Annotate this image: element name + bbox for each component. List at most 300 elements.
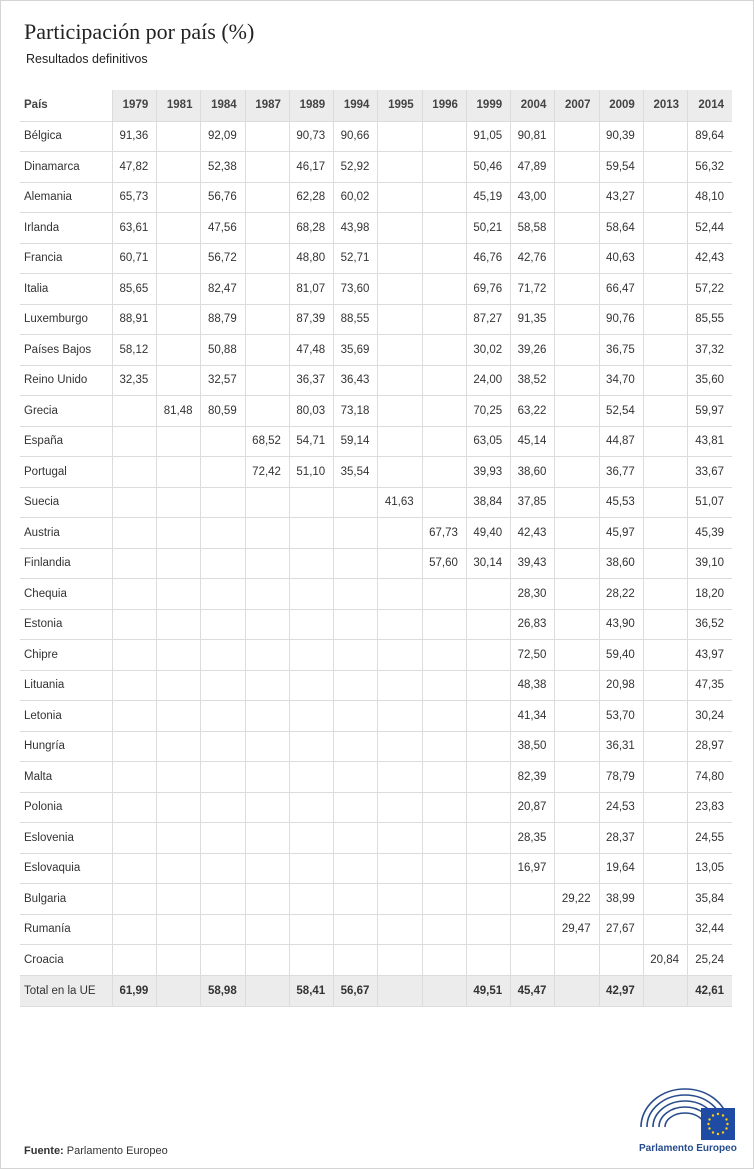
turnout-cell bbox=[334, 731, 378, 762]
turnout-cell bbox=[378, 945, 422, 976]
turnout-cell: 51,10 bbox=[289, 457, 333, 488]
country-cell: Chequia bbox=[20, 579, 113, 610]
turnout-cell bbox=[201, 762, 245, 793]
turnout-cell bbox=[422, 914, 466, 945]
turnout-cell bbox=[422, 365, 466, 396]
turnout-cell bbox=[422, 731, 466, 762]
turnout-cell: 39,43 bbox=[511, 548, 555, 579]
turnout-cell: 52,44 bbox=[688, 213, 732, 244]
turnout-cell bbox=[157, 213, 201, 244]
turnout-cell: 66,47 bbox=[599, 274, 643, 305]
turnout-cell: 39,26 bbox=[511, 335, 555, 366]
turnout-cell: 35,69 bbox=[334, 335, 378, 366]
turnout-cell bbox=[378, 701, 422, 732]
turnout-cell bbox=[643, 274, 687, 305]
turnout-cell: 41,63 bbox=[378, 487, 422, 518]
turnout-cell: 24,55 bbox=[688, 823, 732, 854]
turnout-cell bbox=[289, 548, 333, 579]
turnout-cell bbox=[643, 884, 687, 915]
turnout-cell bbox=[157, 792, 201, 823]
turnout-cell bbox=[555, 304, 599, 335]
table-header-row bbox=[20, 90, 732, 121]
table-body bbox=[20, 121, 732, 1006]
turnout-cell: 72,50 bbox=[511, 640, 555, 671]
turnout-cell: 41,34 bbox=[511, 701, 555, 732]
turnout-cell: 91,35 bbox=[511, 304, 555, 335]
turnout-cell bbox=[422, 182, 466, 213]
turnout-cell bbox=[245, 640, 289, 671]
total-cell bbox=[422, 975, 466, 1006]
turnout-cell bbox=[245, 762, 289, 793]
turnout-cell: 45,19 bbox=[466, 182, 510, 213]
turnout-cell bbox=[643, 701, 687, 732]
total-cell: 49,51 bbox=[466, 975, 510, 1006]
turnout-cell bbox=[157, 823, 201, 854]
turnout-cell bbox=[555, 121, 599, 152]
turnout-cell: 58,64 bbox=[599, 213, 643, 244]
table-row bbox=[20, 518, 732, 549]
turnout-cell bbox=[113, 823, 157, 854]
turnout-cell bbox=[378, 823, 422, 854]
turnout-cell bbox=[466, 579, 510, 610]
turnout-cell: 50,88 bbox=[201, 335, 245, 366]
turnout-cell: 47,48 bbox=[289, 335, 333, 366]
country-cell: Dinamarca bbox=[20, 152, 113, 183]
turnout-cell: 81,07 bbox=[289, 274, 333, 305]
turnout-cell bbox=[157, 762, 201, 793]
turnout-cell: 91,36 bbox=[113, 121, 157, 152]
turnout-cell: 46,17 bbox=[289, 152, 333, 183]
year-column-header: 1996 bbox=[422, 90, 466, 121]
turnout-cell bbox=[157, 640, 201, 671]
turnout-cell bbox=[643, 914, 687, 945]
turnout-cell: 63,22 bbox=[511, 396, 555, 427]
total-cell bbox=[157, 975, 201, 1006]
country-cell: Austria bbox=[20, 518, 113, 549]
turnout-cell: 58,12 bbox=[113, 335, 157, 366]
turnout-cell bbox=[245, 121, 289, 152]
turnout-cell: 72,42 bbox=[245, 457, 289, 488]
table-row bbox=[20, 640, 732, 671]
turnout-cell: 45,14 bbox=[511, 426, 555, 457]
turnout-cell: 51,07 bbox=[688, 487, 732, 518]
turnout-cell bbox=[466, 731, 510, 762]
turnout-cell bbox=[201, 945, 245, 976]
turnout-cell: 42,43 bbox=[511, 518, 555, 549]
turnout-cell bbox=[643, 426, 687, 457]
source-label: Fuente: bbox=[24, 1145, 64, 1157]
turnout-cell: 60,02 bbox=[334, 182, 378, 213]
turnout-cell bbox=[422, 396, 466, 427]
total-row bbox=[20, 975, 732, 1006]
turnout-cell bbox=[466, 823, 510, 854]
turnout-cell bbox=[422, 304, 466, 335]
table-row bbox=[20, 182, 732, 213]
total-cell bbox=[245, 975, 289, 1006]
turnout-cell bbox=[334, 823, 378, 854]
turnout-cell bbox=[643, 731, 687, 762]
turnout-cell bbox=[555, 243, 599, 274]
turnout-cell: 47,56 bbox=[201, 213, 245, 244]
turnout-cell bbox=[643, 457, 687, 488]
turnout-cell bbox=[334, 579, 378, 610]
turnout-cell bbox=[555, 457, 599, 488]
turnout-cell bbox=[334, 640, 378, 671]
turnout-cell: 32,35 bbox=[113, 365, 157, 396]
country-cell: Estonia bbox=[20, 609, 113, 640]
turnout-cell: 59,97 bbox=[688, 396, 732, 427]
turnout-cell bbox=[555, 274, 599, 305]
turnout-cell bbox=[555, 853, 599, 884]
turnout-cell: 65,73 bbox=[113, 182, 157, 213]
turnout-cell bbox=[643, 579, 687, 610]
turnout-cell: 48,38 bbox=[511, 670, 555, 701]
turnout-cell bbox=[555, 213, 599, 244]
turnout-cell bbox=[334, 670, 378, 701]
turnout-cell: 63,05 bbox=[466, 426, 510, 457]
country-cell: Grecia bbox=[20, 396, 113, 427]
turnout-cell bbox=[113, 914, 157, 945]
turnout-cell: 20,98 bbox=[599, 670, 643, 701]
country-cell: Lituania bbox=[20, 670, 113, 701]
turnout-cell: 32,44 bbox=[688, 914, 732, 945]
country-cell: Letonia bbox=[20, 701, 113, 732]
turnout-cell bbox=[201, 914, 245, 945]
turnout-cell bbox=[378, 853, 422, 884]
turnout-cell bbox=[555, 701, 599, 732]
turnout-cell: 90,76 bbox=[599, 304, 643, 335]
turnout-cell bbox=[643, 670, 687, 701]
turnout-cell: 90,66 bbox=[334, 121, 378, 152]
turnout-cell: 56,32 bbox=[688, 152, 732, 183]
turnout-cell bbox=[378, 609, 422, 640]
table-row bbox=[20, 823, 732, 854]
turnout-cell bbox=[466, 640, 510, 671]
turnout-cell bbox=[245, 945, 289, 976]
country-cell: Polonia bbox=[20, 792, 113, 823]
turnout-cell: 88,79 bbox=[201, 304, 245, 335]
turnout-cell: 90,81 bbox=[511, 121, 555, 152]
turnout-cell bbox=[378, 182, 422, 213]
turnout-cell bbox=[422, 609, 466, 640]
turnout-cell: 59,54 bbox=[599, 152, 643, 183]
table-row bbox=[20, 701, 732, 732]
turnout-cell: 63,61 bbox=[113, 213, 157, 244]
table-row bbox=[20, 396, 732, 427]
turnout-cell: 56,76 bbox=[201, 182, 245, 213]
turnout-cell bbox=[378, 274, 422, 305]
turnout-cell: 27,67 bbox=[599, 914, 643, 945]
country-cell: Hungría bbox=[20, 731, 113, 762]
turnout-cell bbox=[245, 853, 289, 884]
turnout-cell bbox=[157, 243, 201, 274]
turnout-cell bbox=[113, 609, 157, 640]
turnout-cell: 57,22 bbox=[688, 274, 732, 305]
turnout-cell: 43,27 bbox=[599, 182, 643, 213]
table-row bbox=[20, 304, 732, 335]
turnout-cell bbox=[555, 518, 599, 549]
turnout-cell: 70,25 bbox=[466, 396, 510, 427]
country-cell: Eslovaquia bbox=[20, 853, 113, 884]
turnout-cell bbox=[157, 945, 201, 976]
table-row bbox=[20, 487, 732, 518]
table-row bbox=[20, 426, 732, 457]
turnout-cell bbox=[113, 640, 157, 671]
table-row bbox=[20, 274, 732, 305]
turnout-cell bbox=[157, 914, 201, 945]
country-cell: Países Bajos bbox=[20, 335, 113, 366]
total-cell: 61,99 bbox=[113, 975, 157, 1006]
turnout-cell: 40,63 bbox=[599, 243, 643, 274]
turnout-cell bbox=[555, 640, 599, 671]
turnout-cell bbox=[245, 609, 289, 640]
turnout-cell: 38,60 bbox=[511, 457, 555, 488]
turnout-cell bbox=[511, 914, 555, 945]
turnout-cell: 88,55 bbox=[334, 304, 378, 335]
turnout-cell bbox=[201, 518, 245, 549]
turnout-cell bbox=[422, 823, 466, 854]
turnout-cell: 37,85 bbox=[511, 487, 555, 518]
turnout-cell: 59,14 bbox=[334, 426, 378, 457]
country-cell: Bulgaria bbox=[20, 884, 113, 915]
turnout-cell: 47,82 bbox=[113, 152, 157, 183]
country-cell: Irlanda bbox=[20, 213, 113, 244]
total-cell: 58,98 bbox=[201, 975, 245, 1006]
turnout-cell bbox=[289, 823, 333, 854]
turnout-cell bbox=[643, 518, 687, 549]
total-cell: 56,67 bbox=[334, 975, 378, 1006]
turnout-cell: 90,39 bbox=[599, 121, 643, 152]
turnout-cell bbox=[157, 152, 201, 183]
turnout-cell bbox=[378, 518, 422, 549]
turnout-cell bbox=[555, 396, 599, 427]
table-row bbox=[20, 609, 732, 640]
turnout-cell bbox=[113, 853, 157, 884]
turnout-cell bbox=[157, 579, 201, 610]
turnout-cell bbox=[555, 609, 599, 640]
turnout-cell: 36,31 bbox=[599, 731, 643, 762]
turnout-cell bbox=[378, 426, 422, 457]
turnout-cell bbox=[643, 609, 687, 640]
turnout-cell: 43,97 bbox=[688, 640, 732, 671]
turnout-cell bbox=[113, 487, 157, 518]
turnout-cell bbox=[466, 792, 510, 823]
turnout-cell bbox=[245, 396, 289, 427]
turnout-cell bbox=[289, 853, 333, 884]
turnout-cell bbox=[334, 884, 378, 915]
turnout-cell: 68,28 bbox=[289, 213, 333, 244]
turnout-cell: 52,92 bbox=[334, 152, 378, 183]
country-cell: Chipre bbox=[20, 640, 113, 671]
turnout-cell bbox=[555, 731, 599, 762]
turnout-cell bbox=[378, 457, 422, 488]
turnout-cell: 38,50 bbox=[511, 731, 555, 762]
turnout-cell bbox=[378, 670, 422, 701]
turnout-cell bbox=[201, 884, 245, 915]
year-column-header: 1999 bbox=[466, 90, 510, 121]
turnout-cell bbox=[555, 792, 599, 823]
turnout-cell bbox=[378, 396, 422, 427]
turnout-cell bbox=[378, 762, 422, 793]
turnout-cell bbox=[113, 457, 157, 488]
turnout-cell bbox=[378, 792, 422, 823]
turnout-cell bbox=[422, 243, 466, 274]
turnout-cell bbox=[245, 518, 289, 549]
turnout-cell bbox=[289, 792, 333, 823]
turnout-cell bbox=[245, 152, 289, 183]
turnout-cell: 57,60 bbox=[422, 548, 466, 579]
page-subtitle: Resultados definitivos bbox=[26, 52, 148, 66]
turnout-cell: 45,39 bbox=[688, 518, 732, 549]
turnout-cell bbox=[157, 670, 201, 701]
turnout-cell: 35,84 bbox=[688, 884, 732, 915]
turnout-cell bbox=[289, 701, 333, 732]
turnout-cell bbox=[422, 853, 466, 884]
turnout-cell: 59,40 bbox=[599, 640, 643, 671]
turnout-cell bbox=[378, 579, 422, 610]
country-cell: Luxemburgo bbox=[20, 304, 113, 335]
turnout-cell bbox=[113, 792, 157, 823]
turnout-cell: 90,73 bbox=[289, 121, 333, 152]
turnout-cell: 87,27 bbox=[466, 304, 510, 335]
year-column-header: 2007 bbox=[555, 90, 599, 121]
logo-wordmark: Parlamento Europeo bbox=[639, 1143, 737, 1154]
turnout-cell bbox=[245, 701, 289, 732]
turnout-cell: 50,21 bbox=[466, 213, 510, 244]
turnout-cell bbox=[289, 914, 333, 945]
turnout-cell bbox=[422, 457, 466, 488]
turnout-cell bbox=[245, 243, 289, 274]
turnout-cell: 28,35 bbox=[511, 823, 555, 854]
turnout-cell bbox=[113, 701, 157, 732]
turnout-cell: 35,54 bbox=[334, 457, 378, 488]
turnout-cell: 46,76 bbox=[466, 243, 510, 274]
turnout-cell bbox=[466, 945, 510, 976]
turnout-cell bbox=[643, 762, 687, 793]
turnout-cell: 24,00 bbox=[466, 365, 510, 396]
turnout-cell bbox=[201, 792, 245, 823]
turnout-cell: 34,70 bbox=[599, 365, 643, 396]
page-title: Participación por país (%) bbox=[24, 19, 255, 44]
turnout-cell: 91,05 bbox=[466, 121, 510, 152]
turnout-cell: 80,59 bbox=[201, 396, 245, 427]
turnout-cell bbox=[422, 487, 466, 518]
turnout-cell bbox=[113, 518, 157, 549]
table-row bbox=[20, 548, 732, 579]
turnout-cell: 52,54 bbox=[599, 396, 643, 427]
turnout-cell bbox=[643, 121, 687, 152]
turnout-cell bbox=[245, 274, 289, 305]
turnout-cell: 30,14 bbox=[466, 548, 510, 579]
turnout-cell: 43,98 bbox=[334, 213, 378, 244]
turnout-cell bbox=[245, 884, 289, 915]
turnout-cell bbox=[157, 335, 201, 366]
turnout-cell: 48,10 bbox=[688, 182, 732, 213]
turnout-cell bbox=[201, 457, 245, 488]
turnout-cell bbox=[555, 548, 599, 579]
turnout-cell: 37,32 bbox=[688, 335, 732, 366]
turnout-cell bbox=[511, 945, 555, 976]
total-cell bbox=[378, 975, 422, 1006]
year-column-header: 1984 bbox=[201, 90, 245, 121]
turnout-cell: 35,60 bbox=[688, 365, 732, 396]
country-cell: Reino Unido bbox=[20, 365, 113, 396]
turnout-cell bbox=[422, 701, 466, 732]
turnout-cell: 54,71 bbox=[289, 426, 333, 457]
turnout-cell bbox=[157, 121, 201, 152]
turnout-cell bbox=[113, 945, 157, 976]
table-row bbox=[20, 365, 732, 396]
turnout-cell: 71,72 bbox=[511, 274, 555, 305]
turnout-cell bbox=[422, 945, 466, 976]
turnout-cell: 39,10 bbox=[688, 548, 732, 579]
turnout-cell bbox=[422, 121, 466, 152]
turnout-cell: 60,71 bbox=[113, 243, 157, 274]
turnout-cell bbox=[113, 884, 157, 915]
turnout-cell: 82,47 bbox=[201, 274, 245, 305]
turnout-cell bbox=[334, 853, 378, 884]
total-cell: 45,47 bbox=[511, 975, 555, 1006]
year-column-header: 1979 bbox=[113, 90, 157, 121]
turnout-cell bbox=[201, 731, 245, 762]
turnout-cell: 38,99 bbox=[599, 884, 643, 915]
turnout-cell bbox=[157, 182, 201, 213]
turnout-cell: 73,18 bbox=[334, 396, 378, 427]
turnout-cell bbox=[422, 640, 466, 671]
turnout-cell: 28,30 bbox=[511, 579, 555, 610]
turnout-cell: 28,97 bbox=[688, 731, 732, 762]
turnout-cell bbox=[157, 426, 201, 457]
turnout-cell bbox=[643, 396, 687, 427]
turnout-cell: 42,43 bbox=[688, 243, 732, 274]
turnout-cell bbox=[378, 335, 422, 366]
year-column-header: 1994 bbox=[334, 90, 378, 121]
country-cell: España bbox=[20, 426, 113, 457]
year-column-header: 1989 bbox=[289, 90, 333, 121]
turnout-cell bbox=[289, 884, 333, 915]
turnout-cell: 92,09 bbox=[201, 121, 245, 152]
turnout-cell bbox=[157, 548, 201, 579]
source-note bbox=[24, 1145, 168, 1157]
turnout-cell bbox=[555, 823, 599, 854]
turnout-cell: 38,60 bbox=[599, 548, 643, 579]
turnout-cell: 85,55 bbox=[688, 304, 732, 335]
turnout-cell bbox=[643, 152, 687, 183]
turnout-cell: 80,03 bbox=[289, 396, 333, 427]
turnout-cell bbox=[201, 823, 245, 854]
country-cell: Malta bbox=[20, 762, 113, 793]
turnout-cell: 36,43 bbox=[334, 365, 378, 396]
turnout-cell bbox=[245, 213, 289, 244]
turnout-cell bbox=[289, 579, 333, 610]
turnout-cell bbox=[113, 731, 157, 762]
turnout-cell bbox=[643, 335, 687, 366]
turnout-cell: 38,84 bbox=[466, 487, 510, 518]
turnout-cell bbox=[555, 945, 599, 976]
turnout-cell bbox=[157, 609, 201, 640]
turnout-cell bbox=[334, 792, 378, 823]
table-row bbox=[20, 243, 732, 274]
turnout-cell bbox=[201, 548, 245, 579]
turnout-cell: 82,39 bbox=[511, 762, 555, 793]
year-column-header: 2013 bbox=[643, 90, 687, 121]
turnout-cell bbox=[378, 731, 422, 762]
turnout-cell bbox=[201, 609, 245, 640]
total-cell bbox=[643, 975, 687, 1006]
turnout-cell bbox=[113, 426, 157, 457]
hemicycle-icon bbox=[639, 1083, 735, 1141]
turnout-cell bbox=[245, 823, 289, 854]
